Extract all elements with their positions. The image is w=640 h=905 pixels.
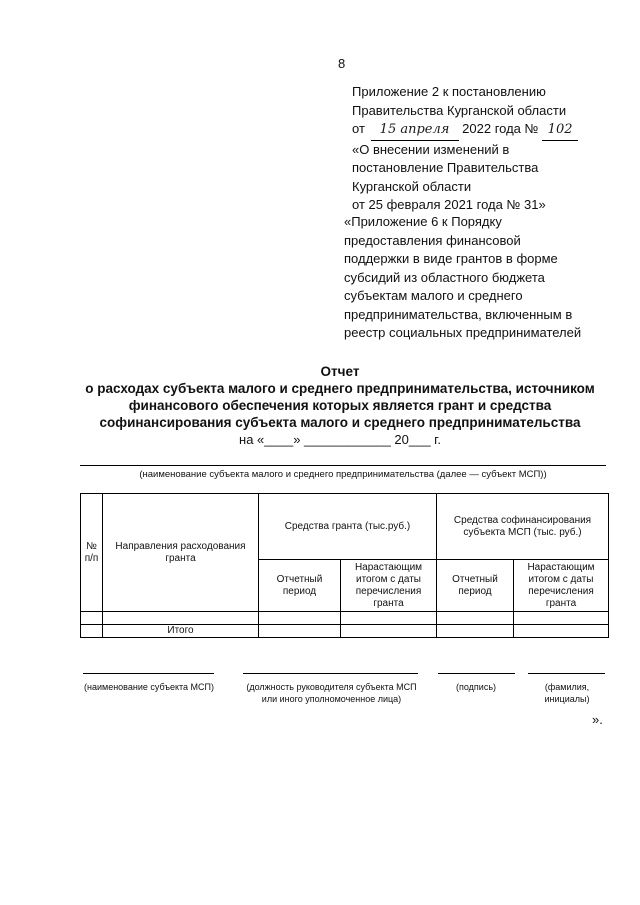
appendix-header [352,83,578,215]
entity-name-line [80,465,606,466]
appendix-6-line: реестр социальных предпринимателей [344,325,582,340]
appendix-6-line: субсидий из областного бюджета [344,269,545,285]
page-number: 8 [338,56,346,71]
expense-table [80,493,609,638]
header-grant-funds: Средства гранта (тыс.руб.) [259,494,437,560]
appendix-6-line: субъектам малого и среднего [344,288,523,303]
appendix-line: Курганской области [352,178,472,194]
signature-line-entity [83,673,214,674]
appendix-6-line: поддержки в виде грантов в форме [344,251,558,266]
appendix-6-line: предоставления финансовой [344,232,521,248]
header-cofinancing-funds: Средства софинансирования субъекта МСП (тыс. руб.) [437,494,609,560]
entity-name-caption: (наименование субъекта малого и среднего предпринимательства (далее — субъект МСП)) [139,469,547,480]
appendix-date-line: от 15 апреля 2022 года № 102 [352,120,578,141]
appendix-line: «О внесении изменений в [352,141,510,157]
report-subtitle-line: софинансирования субъекта малого и среднего предпринимательства [99,415,581,430]
appendix-6-line: «Приложение 6 к Порядку [344,214,502,229]
header-direction: Направления расходования гранта [103,494,259,612]
signature-line-position [243,673,418,674]
caption-position: (должность руководителя субъекта МСП или иного уполномоченное лица) [246,682,417,704]
subheader-grant-period: Отчетный период [259,560,341,612]
subheader-cofin-period: Отчетный период [437,560,514,612]
report-subtitle-line: о расходах субъекта малого и среднего предпринимательства, источником [85,381,595,396]
subheader-grant-cumulative: Нарастающим итогом с даты перечисления гранта [341,560,437,612]
appendix-line: от 25 февраля 2021 года № 31» [352,197,546,212]
signature-line-name [528,673,605,674]
handwritten-date: 15 апреля [371,121,459,141]
closing-quote: ». [592,712,603,727]
appendix-line: Правительства Курганской области [352,102,567,118]
caption-full-name: (фамилия, инициалы) [544,682,590,704]
appendix-line: постановление Правительства [352,160,539,175]
total-row [81,625,609,638]
signature-line-sign [438,673,515,674]
caption-entity: (наименование субъекта МСП) [84,682,214,692]
report-subtitle-line: финансового обеспечения которых является грант и средства [128,398,552,413]
caption-signature: (подпись) [455,682,497,692]
report-title: Отчет [320,364,360,379]
appendix-6-header [344,213,581,343]
handwritten-number: 102 [542,121,578,141]
table-row [81,612,609,625]
header-num: № п/п [81,494,103,612]
subheader-cofin-cumulative: Нарастающим итогом с даты перечисления гранта [514,560,609,612]
appendix-6-line: предпринимательства, включенным в [344,306,573,322]
appendix-line: Приложение 2 к постановлению [352,84,546,99]
total-label: Итого [103,625,259,638]
report-date-line: на «____» ____________ 20___ г. [239,432,441,447]
